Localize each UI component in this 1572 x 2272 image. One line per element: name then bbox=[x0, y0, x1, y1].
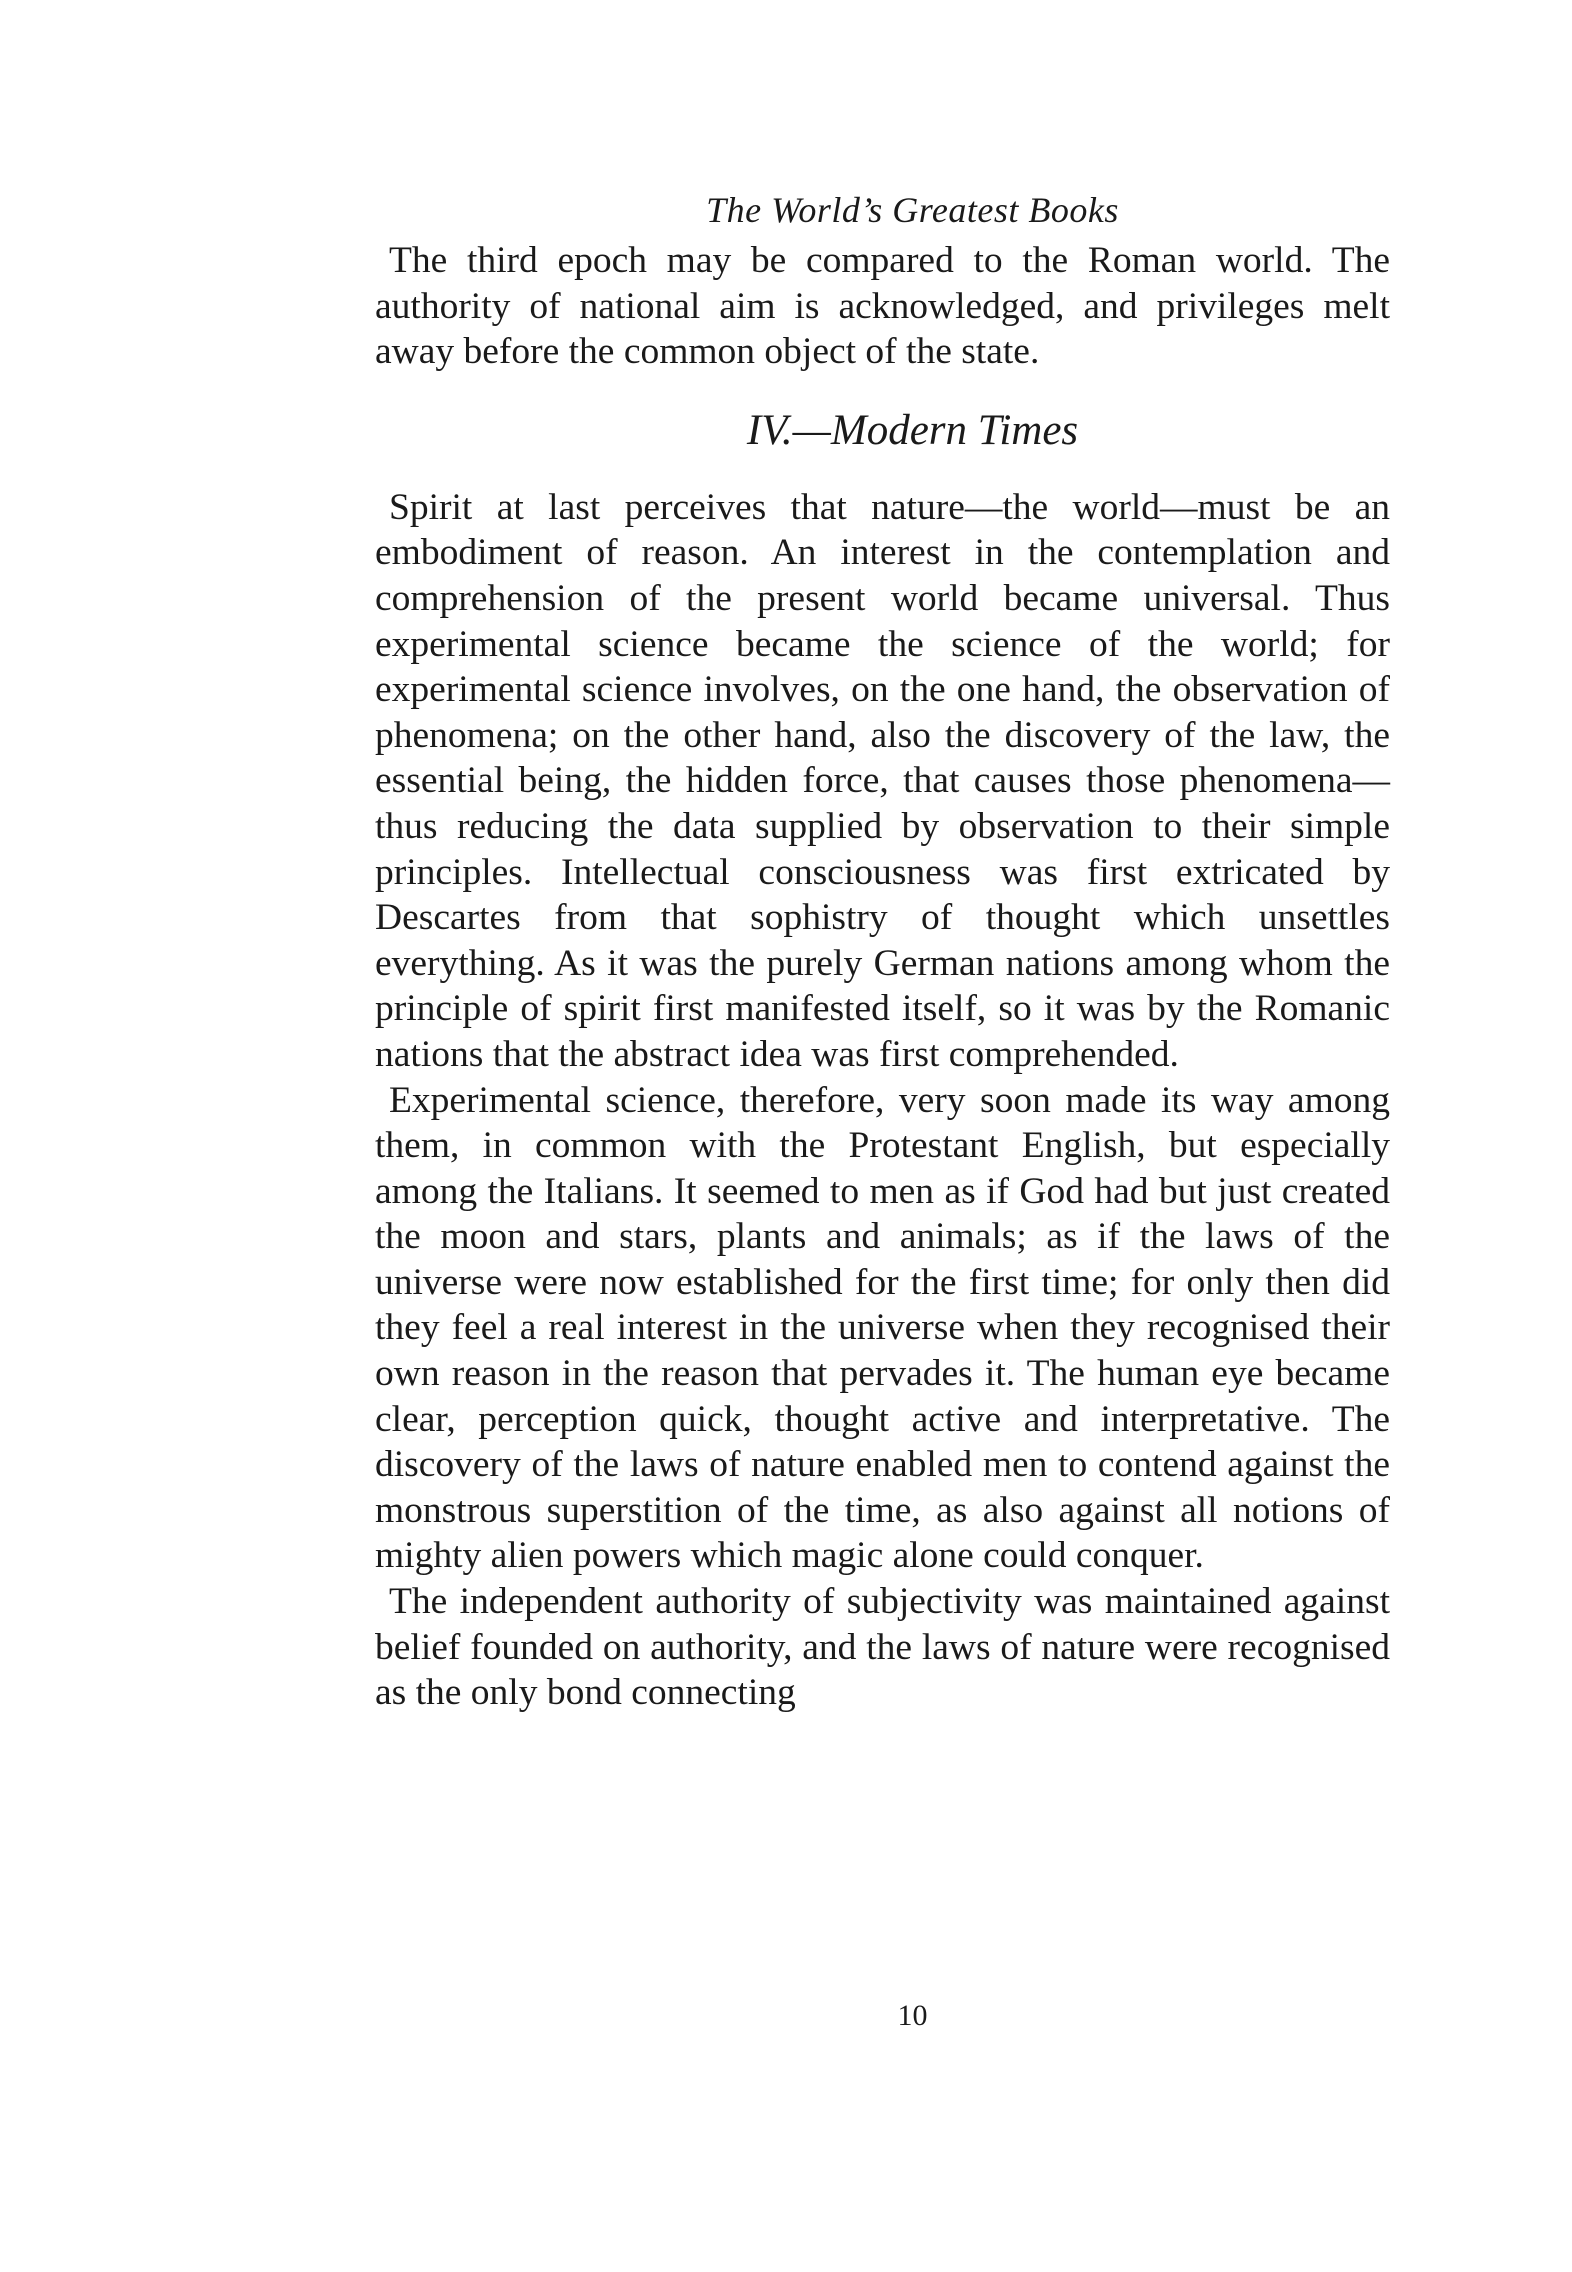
page-number: 10 bbox=[897, 1999, 928, 2032]
running-head: The World’s Greatest Books bbox=[706, 190, 1119, 230]
paragraph-third-epoch: The third epoch may be compared to the Roman world. The authority of national aim is acknowledged, and privileges melt away before the common object of the state. bbox=[375, 240, 1390, 373]
book-page bbox=[375, 188, 1390, 2032]
paragraph-experimental-science: Experimental science, therefore, very soon made its way among them, in common with the Protestant English, but especially among the Italians. It seemed to men as if God had but just created the moon and stars, plants and animals; as if the laws of the universe were now established for the first time; for only then did they feel a real interest in the universe when they recognised their own reason in the reason that pervades it. The human eye became clear, perception quick, thought active and interpretative. The discovery of the laws of nature enabled men to contend against the monstrous superstition of the time, as also against all notions of mighty alien powers which magic alone could conquer. bbox=[375, 1079, 1390, 1577]
paragraph-independent-authority: The independent authority of subjectivity was maintained against belief founded on authority, and the laws of nature were recognised as the only bond connecting bbox=[375, 1581, 1390, 1714]
paragraph-spirit: Spirit at last perceives that nature—the world—must be an embodiment of reason. An interest in the contemplation and comprehension of the present world became universal. Thus experimental science became the science of the world; for experimental science involves, on the one hand, the observation of phenomena; on the other hand, also the discovery of the law, the essential being, the hidden force, that causes those phenomena—thus reducing the data supplied by observation to their simple principles. Intellectual consciousness was first extricated by Descartes from that sophistry of thought which unsettles everything. As it was the purely German nations among whom the principle of spirit first manifested itself, so it was by the Romanic nations that the abstract idea was first comprehended. bbox=[375, 486, 1390, 1075]
section-heading: IV.—Modern Times bbox=[746, 406, 1079, 454]
